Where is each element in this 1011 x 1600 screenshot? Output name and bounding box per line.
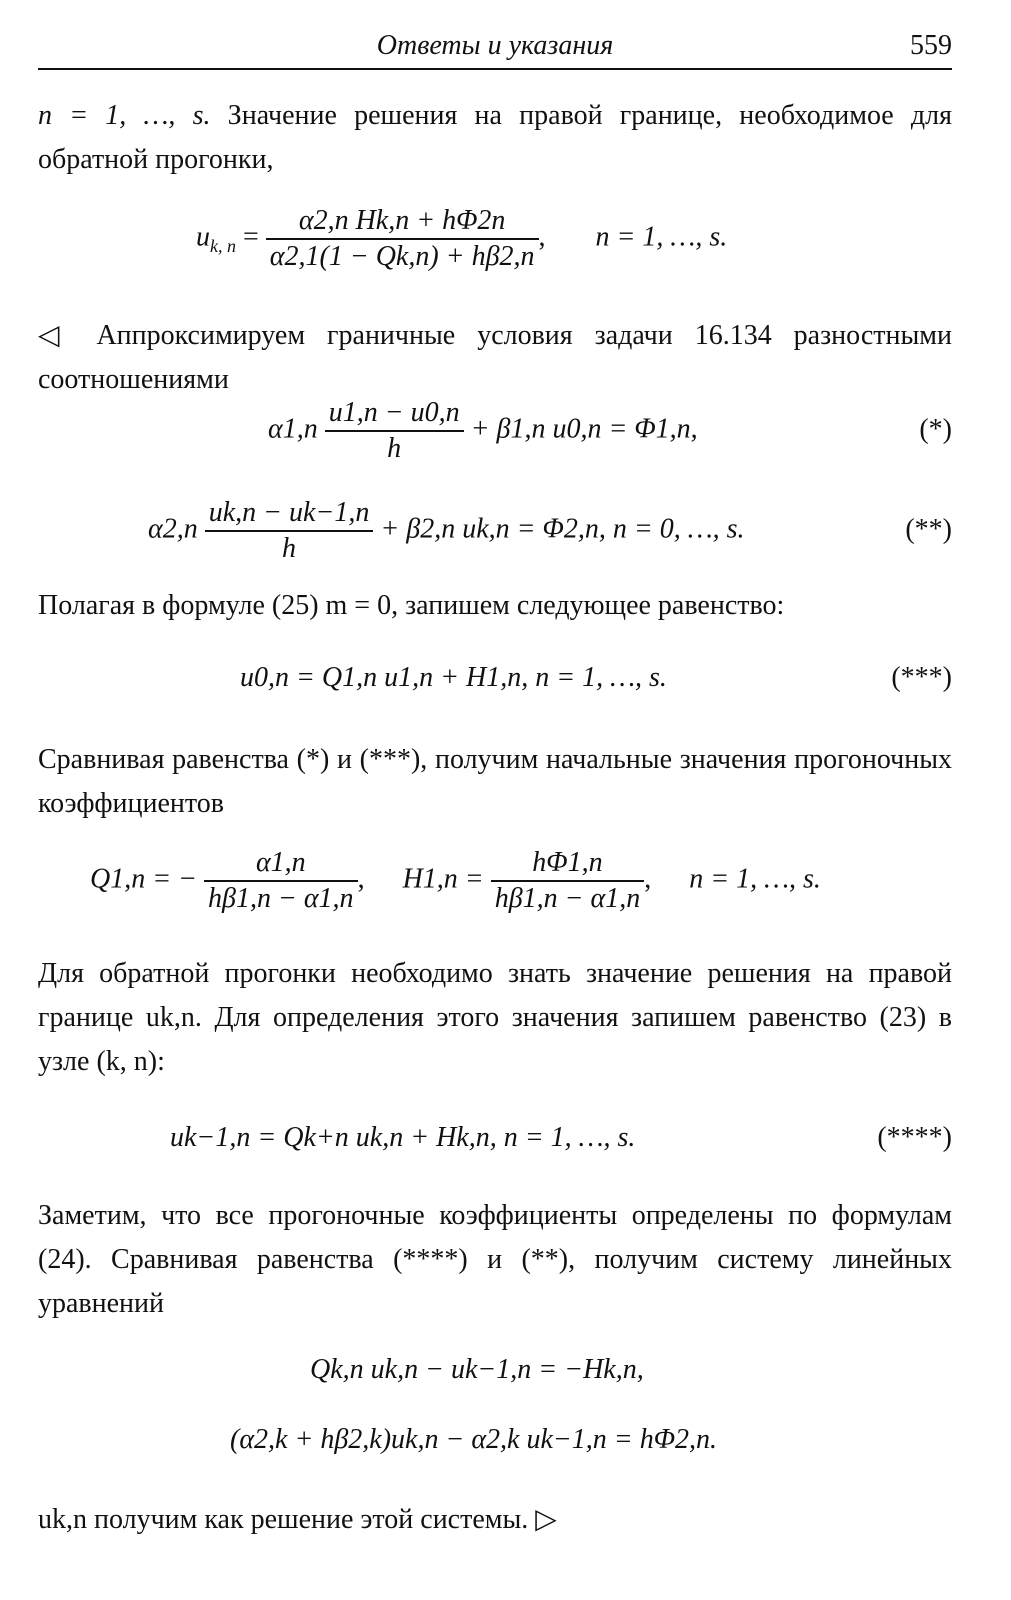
eq2-tag: (*): [919, 414, 952, 445]
paragraph-1: [38, 94, 952, 182]
eq2-fraction: [325, 396, 464, 466]
eq5-q-fraction: [204, 846, 358, 916]
eq1-denominator: α2,1(1 − Qk,n) + hβ2,n: [269, 241, 535, 272]
paragraph-2: ◁ Аппроксимируем граничные условия задачи 16.134 разностными соотношениями: [38, 320, 952, 395]
eq5-h-numerator: hΦ1,n: [491, 846, 645, 882]
eq2-numerator: u1,n − u0,n: [325, 396, 464, 432]
eq5-range: n = 1, …, s.: [689, 863, 821, 895]
eq3-denominator: h: [282, 533, 297, 564]
equation-initial-coefficients: Q1,n = − $\frac{\alpha 1,n}{h\beta 1,n - \alpha 1,n}$ , H1,n = $\frac{h\Phi 1,n}{h\beta 1,n - \alpha 1,n}$ , n = 1, …, s.: [90, 847, 821, 914]
eq1-lhs: u: [196, 221, 210, 253]
paragraph-4: Сравнивая равенства (*) и (***), получим начальные значения прогоночных коэффициентов: [38, 744, 952, 819]
eq5-q-numerator: α1,n: [204, 846, 358, 882]
equation-reverse-sweep: [38, 1120, 952, 1170]
equation-linear-system: [38, 1354, 952, 1484]
eq1-fraction: [266, 204, 539, 274]
eq6-expression: uk−1,n = Qk+n uk,n + Hk,n, n = 1, …, s.: [170, 1122, 636, 1153]
page-header: [38, 28, 952, 72]
equation-sweep-start: [38, 660, 952, 710]
paragraph-1-text: Значение решения на правой границе, необходимое для обратной прогонки,: [38, 100, 953, 175]
eq4-tag: (***): [891, 662, 952, 693]
eq1-range: n = 1, …, s.: [595, 221, 728, 253]
eq3-tag: (**): [905, 514, 952, 545]
eq7-line-2: (α2,k + hβ2,k)uk,n − α2,k uk−1,n = hΦ2,n.: [230, 1424, 718, 1455]
equation-left-boundary: [38, 396, 952, 476]
eq6-tag: (****): [877, 1122, 952, 1153]
eq1-lhs-sub: k, n: [210, 236, 236, 257]
equation-boundary-value: $u_{k, n}$ = $\frac{\text{α2,n Hk,n + hΦ2n}}{\alpha 2,1(1 - Qk,n) + h\beta 2,n}$ , n = 1, …, s.: [196, 205, 728, 272]
eq3-fraction: [205, 496, 374, 566]
eq4-expression: u0,n = Q1,n u1,n + H1,n, n = 1, …, s.: [240, 662, 667, 693]
header-rule: [38, 68, 952, 70]
eq5-h-fraction: [491, 846, 645, 916]
running-title: Ответы и указания: [376, 30, 614, 61]
paragraph-6: Заметим, что все прогоночные коэффициенты определены по формулам (24). Сравнивая равенства (****) и (**), получим систему линейных уравнений: [38, 1200, 952, 1319]
eq3-rest: + β2,n uk,n = Φ2,n, n = 0, …, s.: [380, 513, 745, 545]
eq5-q-denominator: hβ1,n − α1,n: [208, 883, 354, 914]
eq2-denominator: h: [387, 433, 402, 464]
paragraph-1-lead: n = 1, …, s.: [38, 100, 211, 131]
eq7-line-1: Qk,n uk,n − uk−1,n = −Hk,n,: [310, 1354, 644, 1385]
paragraph-5: Для обратной прогонки необходимо знать значение решения на правой границе uk,n. Для определения этого значения запишем равенство (23) в узле (k, n):: [38, 958, 952, 1077]
paragraph-7: uk,n получим как решение этой системы. ▷: [38, 1504, 557, 1535]
paragraph-3: Полагая в формуле (25) m = 0, запишем следующее равенство:: [38, 590, 785, 621]
eq3-coefficient: α2,n: [148, 513, 198, 545]
page-number: 559: [910, 30, 952, 61]
eq5-h-lhs: H1,n =: [402, 863, 484, 895]
eq5-h-denominator: hβ1,n − α1,n: [494, 883, 641, 914]
eq2-rest: + β1,n u0,n = Φ1,n,: [470, 413, 698, 445]
eq5-q-lhs: Q1,n = −: [90, 863, 198, 895]
eq1-numerator: α2,n Hk,n + hΦ2n: [266, 204, 539, 240]
eq2-coefficient: α1,n: [268, 413, 318, 445]
eq3-numerator: uk,n − uk−1,n: [205, 496, 374, 532]
equation-right-boundary: [38, 496, 952, 576]
